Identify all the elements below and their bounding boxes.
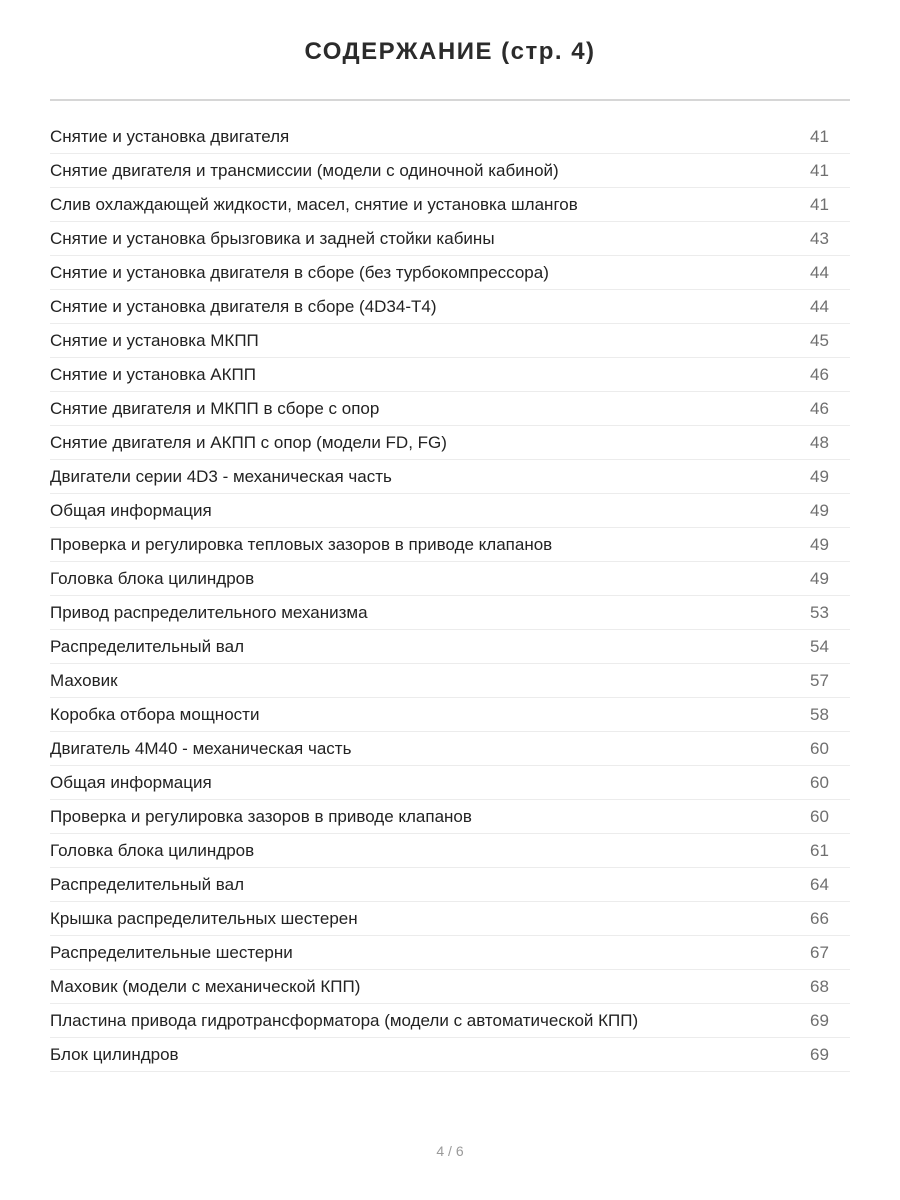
toc-entry-page-number: 46 — [810, 398, 829, 418]
table-of-contents — [50, 120, 850, 1072]
toc-entry[interactable] — [50, 834, 850, 868]
toc-entry-page-number: 60 — [810, 772, 829, 792]
toc-entry[interactable] — [50, 154, 850, 188]
toc-entry[interactable] — [50, 868, 850, 902]
toc-entry-title: Двигатели серии 4D3 - механическая часть — [50, 466, 392, 486]
toc-entry-title: Снятие и установка двигателя в сборе (без турбокомпрессора) — [50, 262, 549, 282]
toc-entry-title: Распределительные шестерни — [50, 942, 293, 962]
toc-entry-title: Коробка отбора мощности — [50, 704, 260, 724]
toc-entry-title: Общая информация — [50, 772, 212, 792]
toc-entry-title: Головка блока цилиндров — [50, 840, 255, 860]
toc-entry-title: Блок цилиндров — [50, 1044, 179, 1064]
toc-entry-page-number: 57 — [810, 670, 829, 690]
toc-entry[interactable] — [50, 460, 850, 494]
toc-entry[interactable] — [50, 494, 850, 528]
toc-entry-title: Распределительный вал — [50, 636, 244, 656]
toc-entry-title: Проверка и регулировка зазоров в приводе клапанов — [50, 806, 472, 826]
toc-entry-page-number: 43 — [810, 228, 829, 248]
toc-entry[interactable] — [50, 1004, 850, 1038]
toc-entry-page-number: 49 — [810, 534, 829, 554]
toc-entry[interactable] — [50, 1038, 850, 1072]
toc-entry-page-number: 45 — [810, 330, 829, 350]
toc-entry-title: Снятие и установка МКПП — [50, 330, 259, 350]
toc-entry-title: Снятие и установка АКПП — [50, 364, 256, 384]
toc-entry-title: Снятие двигателя и АКПП с опор (модели FD, FG) — [50, 432, 447, 452]
toc-entry-title: Маховик (модели с механической КПП) — [50, 976, 361, 996]
toc-entry-page-number: 49 — [810, 500, 829, 520]
toc-entry-page-number: 54 — [810, 636, 829, 656]
toc-entry[interactable] — [50, 970, 850, 1004]
toc-entry[interactable] — [50, 426, 850, 460]
toc-entry[interactable] — [50, 664, 850, 698]
toc-entry[interactable] — [50, 766, 850, 800]
toc-entry-page-number: 64 — [810, 874, 829, 894]
toc-entry[interactable] — [50, 630, 850, 664]
toc-entry[interactable] — [50, 392, 850, 426]
toc-entry[interactable] — [50, 800, 850, 834]
toc-entry-title: Слив охлаждающей жидкости, масел, снятие и установка шлангов — [50, 194, 578, 214]
toc-entry[interactable] — [50, 358, 850, 392]
toc-entry[interactable] — [50, 222, 850, 256]
toc-entry-page-number: 68 — [810, 976, 829, 996]
toc-entry-title: Снятие и установка двигателя — [50, 126, 290, 146]
title-divider — [50, 99, 850, 101]
toc-entry-page-number: 48 — [810, 432, 829, 452]
toc-entry[interactable] — [50, 902, 850, 936]
toc-entry-page-number: 46 — [810, 364, 829, 384]
toc-entry-title: Крышка распределительных шестерен — [50, 908, 358, 928]
toc-entry[interactable] — [50, 562, 850, 596]
toc-entry-page-number: 67 — [810, 942, 829, 962]
toc-entry-page-number: 41 — [810, 160, 829, 180]
page-title: СОДЕРЖАНИЕ (стр. 4) — [304, 38, 596, 65]
toc-entry-title: Снятие и установка брызговика и задней стойки кабины — [50, 228, 495, 248]
toc-entry-title: Головка блока цилиндров — [50, 568, 255, 588]
toc-entry[interactable] — [50, 596, 850, 630]
toc-entry-page-number: 69 — [810, 1044, 829, 1064]
toc-entry-title: Привод распределительного механизма — [50, 602, 368, 622]
toc-entry[interactable] — [50, 256, 850, 290]
toc-entry-page-number: 60 — [810, 806, 829, 826]
toc-entry-title: Двигатель 4M40 - механическая часть — [50, 738, 352, 758]
toc-entry-page-number: 61 — [810, 840, 829, 860]
toc-entry[interactable] — [50, 324, 850, 358]
toc-entry-page-number: 41 — [810, 126, 829, 146]
toc-entry[interactable] — [50, 936, 850, 970]
toc-entry[interactable] — [50, 698, 850, 732]
toc-entry-page-number: 44 — [810, 262, 829, 282]
toc-entry[interactable] — [50, 188, 850, 222]
toc-entry-page-number: 60 — [810, 738, 829, 758]
toc-entry-title: Пластина привода гидротрансформатора (модели с автоматической КПП) — [50, 1010, 639, 1030]
toc-entry-title: Проверка и регулировка тепловых зазоров в приводе клапанов — [50, 534, 553, 554]
toc-entry-page-number: 66 — [810, 908, 829, 928]
toc-entry-title: Общая информация — [50, 500, 212, 520]
toc-entry-page-number: 69 — [810, 1010, 829, 1030]
toc-entry-page-number: 49 — [810, 568, 829, 588]
toc-entry[interactable] — [50, 528, 850, 562]
toc-entry[interactable] — [50, 732, 850, 766]
toc-entry-title: Маховик — [50, 670, 118, 690]
page-counter: 4 / 6 — [436, 1143, 464, 1159]
toc-entry[interactable] — [50, 290, 850, 324]
toc-entry-page-number: 41 — [810, 194, 829, 214]
toc-entry-title: Снятие двигателя и МКПП в сборе с опор — [50, 398, 380, 418]
toc-entry-title: Снятие двигателя и трансмиссии (модели с одиночной кабиной) — [50, 160, 559, 180]
toc-entry-title: Снятие и установка двигателя в сборе (4D34-T4) — [50, 296, 437, 316]
toc-entry-page-number: 58 — [810, 704, 829, 724]
toc-entry[interactable] — [50, 120, 850, 154]
toc-entry-page-number: 53 — [810, 602, 829, 622]
toc-entry-page-number: 49 — [810, 466, 829, 486]
toc-entry-title: Распределительный вал — [50, 874, 244, 894]
toc-entry-page-number: 44 — [810, 296, 829, 316]
